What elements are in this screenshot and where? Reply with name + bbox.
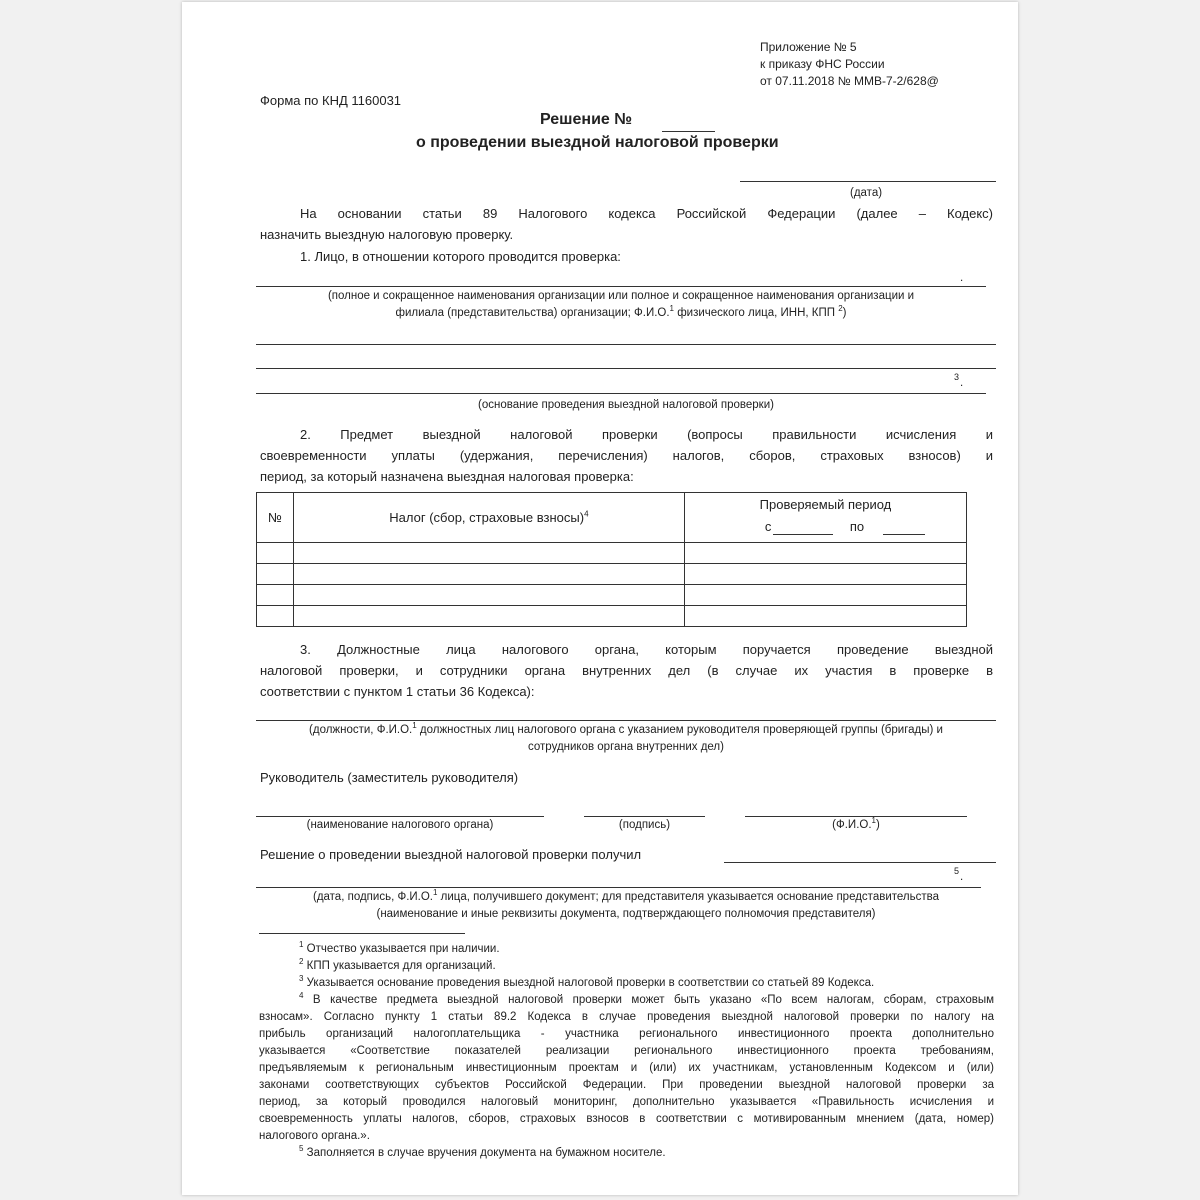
- footnote-3-number: 3: [299, 974, 304, 984]
- footnote-5: [259, 1145, 994, 1162]
- footnote-4-line-7: период, за который проводился налоговый мониторинг, дополнительно указывается «Правильность исчисления и: [259, 1096, 994, 1108]
- tax-period-table: [256, 492, 967, 627]
- footnote-3: [259, 975, 994, 992]
- col-period-label: Проверяемый период: [759, 497, 892, 512]
- section2-line-2: своевременности уплаты (удержания, перечисления) налогов, сборов, страховых взносов) и: [260, 448, 993, 463]
- section3-line-2: налоговой проверки, и сотрудники органа внутренних дел (в случае их участия в проверке в: [260, 663, 993, 678]
- footnote-1-number: 1: [299, 940, 304, 950]
- head-org-caption: (наименование налогового органа): [306, 819, 494, 831]
- section1-basis-line: [256, 393, 986, 394]
- received-line-1: [724, 862, 996, 863]
- footnote-ref-3: 3: [954, 372, 960, 382]
- received-caption-part-a: (дата, подпись, Ф.И.О.: [312, 891, 433, 903]
- intro-line-1: На основании статьи 89 Налогового кодекса Российской Федерации (далее – Кодекс): [300, 206, 993, 221]
- footnote-ref-1c: 1: [871, 816, 876, 826]
- annex-line-1: Приложение № 5: [760, 40, 857, 54]
- footnote-4-line-3: прибыль организаций налогоплательщика - участника регионального инвестиционного проекта дополнительно: [259, 1028, 994, 1040]
- footnote-ref-2: 2: [838, 304, 843, 314]
- table-cell: [293, 606, 684, 627]
- section1-caption-part-a: филиала (представительства) организации; Ф.И.О.: [395, 307, 670, 319]
- title-subject: о проведении выездной налоговой проверки: [416, 134, 779, 151]
- section3-line-1: 3. Должностные лица налогового органа, которым поручается проведение выездной: [300, 642, 993, 657]
- footnote-4-line-5: предъявляемым к региональным инвестиционным проектам и (или) их участникам, установленным Кодексом и (или): [259, 1062, 994, 1074]
- footnote-separator: [259, 933, 465, 934]
- head-fio-line: [745, 816, 967, 817]
- section3-caption-part-b: должностных лиц налогового органа с указанием руководителя проверяющей группы (бригады) и: [416, 724, 943, 736]
- footnote-4-line-1: [259, 992, 994, 1009]
- table-cell: [257, 543, 294, 564]
- head-sign-line: [584, 816, 705, 817]
- section3-caption-part-a: (должности, Ф.И.О.: [309, 724, 413, 736]
- period-to-line: [883, 534, 925, 535]
- table-cell: [684, 564, 966, 585]
- received-label: Решение о проведении выездной налоговой проверки получил: [260, 847, 642, 862]
- section3-officials-line: [256, 720, 996, 721]
- period-to-label: по: [849, 519, 865, 534]
- period-from-label: с: [764, 519, 772, 534]
- received-caption-part-b: лица, получившего документ; для представителя указывается основание представительства: [437, 891, 939, 903]
- title-line-1: [540, 111, 632, 129]
- annex-reference: [760, 39, 939, 90]
- received-caption-line-2: (наименование и иные реквизиты документа, подтверждающего полномочия представителя): [376, 908, 876, 920]
- footnote-4-line-8: своевременность уплаты налогов, сборов, страховых взносов в соответствии с мотивированным мнением (дата, номер): [259, 1113, 994, 1125]
- annex-line-2: к приказу ФНС России: [760, 57, 885, 71]
- footnote-4-line-6: законами соответствующих субъектов Российской Федерации. При проведении выездной налоговой проверки за: [259, 1079, 994, 1091]
- section1-caption-part-c: ): [842, 307, 847, 319]
- date-caption: (дата): [850, 187, 883, 199]
- table-cell: [293, 543, 684, 564]
- table-header-row: [257, 493, 967, 543]
- footnote-ref-1d: 1: [433, 888, 438, 898]
- footnote-1-text: Отчество указывается при наличии.: [303, 943, 500, 955]
- col-tax-label: Налог (сбор, страховые взносы): [389, 510, 585, 525]
- footnote-ref-1: 1: [669, 304, 674, 314]
- footnote-2-number: 2: [299, 957, 304, 967]
- section1-caption-line-2: [256, 304, 986, 319]
- head-label: Руководитель (заместитель руководителя): [260, 770, 519, 785]
- col-tax-header: [293, 493, 684, 543]
- section1-person-line: [256, 286, 986, 287]
- section1-caption-line-1: (полное и сокращенное наименования организации или полное и сокращенное наименования организации и: [327, 290, 915, 302]
- footnotes: [259, 941, 994, 1162]
- title-decision-number: Решение №: [540, 111, 633, 128]
- table-cell: [684, 606, 966, 627]
- footnote-4-line-4: указывается «Соответствие показателей реализации регионального инвестиционного проекта требованиям,: [259, 1045, 994, 1057]
- footnote-ref-4: 4: [584, 509, 589, 519]
- head-sign-caption: (подпись): [618, 819, 671, 831]
- footnote-4-number: 4: [299, 991, 304, 1001]
- footnote-2: [259, 958, 994, 975]
- footnote-4-text-1: В качестве предмета выездной налоговой проверки может быть указано «По всем налогам, сборам, страховым: [303, 994, 994, 1006]
- received-period-mark: .: [960, 871, 964, 883]
- table-cell: [293, 585, 684, 606]
- col-period-header: [684, 493, 966, 543]
- table-cell: [257, 606, 294, 627]
- table-cell: [257, 585, 294, 606]
- table-row: [257, 564, 967, 585]
- table-row: [257, 606, 967, 627]
- footnote-4-line-9: налогового органа.».: [259, 1130, 370, 1142]
- received-line-2: [256, 887, 981, 888]
- section1-period-mark: .: [960, 272, 964, 284]
- section1-caption-part-b: физического лица, ИНН, КПП: [674, 307, 839, 319]
- table-cell: [257, 564, 294, 585]
- section1-blank-line-1: [256, 344, 996, 345]
- table-cell: [684, 543, 966, 564]
- section3-caption-line-1: [256, 721, 996, 736]
- table-cell: [684, 585, 966, 606]
- footnote-5-text: Заполняется в случае вручения документа на бумажном носителе.: [303, 1147, 666, 1159]
- head-fio-caption: [745, 816, 967, 831]
- footnote-3-text: Указывается основание проведения выездной налоговой проверки в соответствии со статьей 89 Кодекса.: [303, 977, 875, 989]
- date-line: [740, 181, 996, 182]
- received-caption-line-1: [256, 888, 996, 903]
- annex-line-3: от 07.11.2018 № ММВ-7-2/628@: [760, 74, 939, 88]
- head-fio-close: ): [875, 819, 880, 831]
- intro-line-2: назначить выездную налоговую проверку.: [260, 227, 514, 242]
- footnote-ref-5: 5: [954, 866, 960, 876]
- form-code: Форма по КНД 1160031: [260, 93, 402, 108]
- section1-heading: 1. Лицо, в отношении которого проводится проверка:: [300, 249, 621, 264]
- title-line-2: [416, 134, 779, 152]
- section1-basis-period-mark: .: [960, 377, 964, 389]
- table-row: [257, 543, 967, 564]
- section3-line-3: соответствии с пунктом 1 статьи 36 Кодекса):: [260, 684, 535, 699]
- footnote-ref-1b: 1: [412, 721, 417, 731]
- col-number-header: №: [257, 493, 294, 543]
- head-fio-text: (Ф.И.О.: [832, 819, 872, 831]
- head-org-line: [256, 816, 544, 817]
- section2-line-3: период, за который назначена выездная налоговая проверка:: [260, 469, 634, 484]
- decision-number-line: [662, 131, 715, 132]
- footnote-2-text: КПП указывается для организаций.: [303, 960, 496, 972]
- footnote-1: [259, 941, 994, 958]
- section3-caption-line-2: сотрудников органа внутренних дел): [528, 741, 724, 753]
- period-from-line: [773, 534, 833, 535]
- table-cell: [293, 564, 684, 585]
- footnote-5-number: 5: [299, 1144, 304, 1154]
- section2-line-1: 2. Предмет выездной налоговой проверки (вопросы правильности исчисления и: [300, 427, 993, 442]
- table-row: [257, 585, 967, 606]
- section1-blank-line-2: [256, 368, 996, 369]
- footnote-4-line-2: взносам». Согласно пункту 1 статьи 89.2 Кодекса в случае проведения выездной налоговой проверки по налогу на: [259, 1011, 994, 1023]
- section1-basis-caption: (основание проведения выездной налоговой проверки): [478, 399, 774, 411]
